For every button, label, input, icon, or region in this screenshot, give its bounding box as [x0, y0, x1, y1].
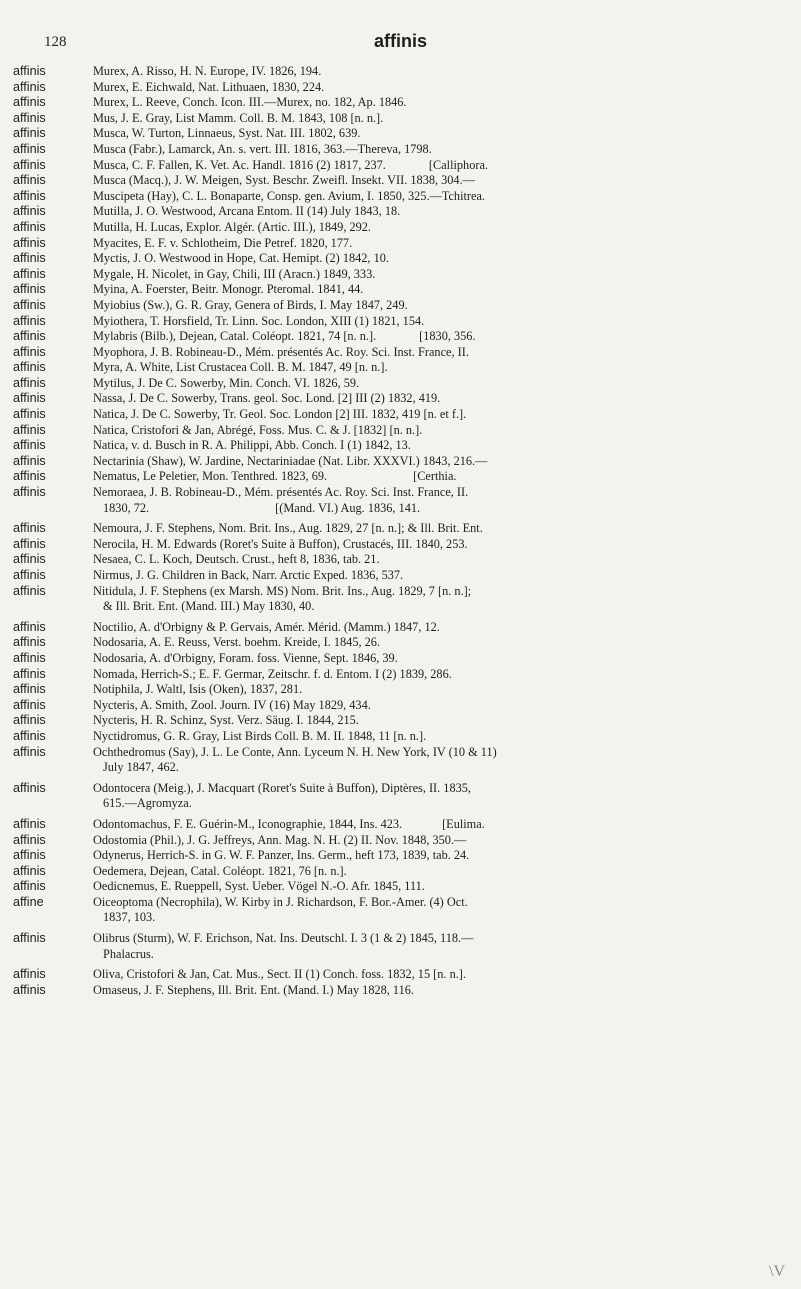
citation-line: Nodosaria, A. d'Orbigny, Foram. foss. Vienne, Sept. 1846, 39. [93, 650, 398, 665]
entry-citation [93, 407, 783, 423]
entry-term: affinis [13, 173, 46, 188]
citation-line: Natica, Cristofori & Jan, Abrégé, Foss. Mus. C. & J. [1832] [n. n.]. [93, 422, 423, 437]
citation-line: Murex, A. Risso, H. N. Europe, IV. 1826, 194. [93, 64, 322, 78]
entry-term: affinis [13, 713, 46, 728]
entry-citation [93, 126, 783, 142]
entry-term: affinis [13, 619, 46, 634]
citation-continuation-line: & Ill. Brit. Ent. (Mand. III.) May 1830, 40. [103, 599, 315, 614]
citation-line: Oedicnemus, E. Rueppell, Syst. Ueber. Vögel N.-O. Afr. 1845, 111. [93, 879, 425, 894]
citation-line: Nycteris, H. R. Schinz, Syst. Verz. Säug. I. 1844, 215. [93, 713, 359, 728]
entry-term: affinis [13, 235, 46, 250]
entry-term: affinis [13, 79, 46, 94]
citation-line: Mygale, H. Nicolet, in Gay, Chili, III (Aracn.) 1849, 333. [93, 266, 376, 281]
entry-term: affinis [13, 832, 46, 847]
entry-citation [93, 204, 783, 220]
page-number: 128 [44, 34, 67, 50]
entry-citation [93, 651, 783, 667]
index-entries [0, 64, 801, 998]
entry-citation [93, 568, 783, 584]
entry-citation [93, 745, 783, 776]
citation-line: Nodosaria, A. E. Reuss, Verst. boehm. Kreide, I. 1845, 26. [93, 635, 381, 650]
index-entry [0, 698, 801, 714]
entry-term: affinis [13, 375, 46, 390]
citation-line: Nemoura, J. F. Stephens, Nom. Brit. Ins., Aug. 1829, 27 [n. n.]; & Ill. Brit. Ent. [93, 521, 483, 536]
citation-line: Nectarinia (Shaw), W. Jardine, Nectariniadae (Nat. Libr. XXXVI.) 1843, 216.— [93, 453, 488, 468]
citation-line: Murex, E. Eichwald, Nat. Lithuaen, 1830, 224. [93, 79, 325, 94]
entry-term: affinis [13, 536, 46, 551]
index-entry [0, 781, 801, 812]
entry-citation [93, 931, 783, 962]
citation-line: Ochthedromus (Say), J. L. Le Conte, Ann. Lyceum N. H. New York, IV (10 & 11) [93, 744, 497, 759]
citation-line: Omaseus, J. F. Stephens, Ill. Brit. Ent. (Mand. I.) May 1828, 116. [93, 982, 414, 997]
entry-term: affinis [13, 297, 46, 312]
index-entry [0, 314, 801, 330]
entry-citation [93, 485, 783, 516]
entry-term: affinis [13, 931, 46, 946]
entry-term: affinis [13, 313, 46, 328]
entry-term: affinis [13, 469, 46, 484]
entry-term: affinis [13, 863, 46, 878]
index-entry [0, 967, 801, 983]
index-entry [0, 537, 801, 553]
index-entry [0, 407, 801, 423]
entry-citation [93, 329, 783, 345]
entry-citation [93, 111, 783, 127]
entry-term: affinis [13, 251, 46, 266]
citation-continuation-line: 1837, 103. [103, 910, 156, 925]
index-entry [0, 251, 801, 267]
citation-line: Mytilus, J. De C. Sowerby, Min. Conch. VI. 1826, 59. [93, 375, 360, 390]
entry-citation [93, 236, 783, 252]
entry-term: affinis [13, 816, 46, 831]
citation-line: Musca, C. F. Fallen, K. Vet. Ac. Handl. 1816 (2) 1817, 237. [Calliphora. [93, 157, 488, 172]
citation-line: Oedemera, Dejean, Catal. Coléopt. 1821, 76 [n. n.]. [93, 863, 347, 878]
entry-citation [93, 620, 783, 636]
citation-line: Muscipeta (Hay), C. L. Bonaparte, Consp. gen. Avium, I. 1850, 325.—Tchitrea. [93, 188, 485, 203]
citation-line: Myctis, J. O. Westwood in Hope, Cat. Hemipt. (2) 1842, 10. [93, 251, 389, 266]
entry-citation [93, 521, 783, 537]
index-entry [0, 126, 801, 142]
index-entry [0, 931, 801, 962]
index-entry [0, 745, 801, 776]
entry-citation [93, 376, 783, 392]
entry-citation [93, 833, 783, 849]
index-entry [0, 552, 801, 568]
index-entry [0, 64, 801, 80]
entry-citation [93, 469, 783, 485]
index-entry [0, 469, 801, 485]
entry-term: affinis [13, 157, 46, 172]
citation-continuation-line: 615.—Agromyza. [103, 796, 192, 811]
citation-continuation-line: 1830, 72. [(Mand. VI.) Aug. 1836, 141. [103, 500, 421, 515]
index-entry [0, 267, 801, 283]
index-entry [0, 376, 801, 392]
index-entry [0, 220, 801, 236]
citation-line: Myacites, E. F. v. Schlotheim, Die Petref. 1820, 177. [93, 235, 353, 250]
citation-line: Myra, A. White, List Crustacea Coll. B. M. 1847, 49 [n. n.]. [93, 360, 388, 375]
citation-line: Nemoraea, J. B. Robineau-D., Mém. présentés Ac. Roy. Sci. Inst. France, II. [93, 485, 469, 500]
entry-term: affinis [13, 568, 46, 582]
entry-term: affinis [13, 344, 46, 359]
entry-citation [93, 95, 783, 111]
entry-citation [93, 713, 783, 729]
citation-line: Nassa, J. De C. Sowerby, Trans. geol. Soc. Lond. [2] III (2) 1832, 419. [93, 391, 441, 406]
citation-line: Natica, v. d. Busch in R. A. Philippi, Abb. Conch. I (1) 1842, 13. [93, 438, 411, 453]
citation-line: Musca, W. Turton, Linnaeus, Syst. Nat. III. 1802, 639. [93, 126, 361, 141]
index-entry [0, 173, 801, 189]
entry-term: affinis [13, 552, 46, 567]
entry-term: affinis [13, 485, 46, 500]
index-entry [0, 848, 801, 864]
index-entry [0, 423, 801, 439]
entry-citation [93, 314, 783, 330]
entry-citation [93, 983, 783, 999]
index-entry [0, 635, 801, 651]
entry-citation [93, 345, 783, 361]
citation-line: Noctilio, A. d'Orbigny & P. Gervais, Amér. Mérid. (Mamm.) 1847, 12. [93, 619, 440, 634]
entry-citation [93, 537, 783, 553]
citation-line: Nyctidromus, G. R. Gray, List Birds Coll. B. M. II. 1848, 11 [n. n.]. [93, 728, 427, 743]
entry-citation [93, 220, 783, 236]
index-entry [0, 651, 801, 667]
index-entry [0, 345, 801, 361]
citation-line: Myiobius (Sw.), G. R. Gray, Genera of Birds, I. May 1847, 249. [93, 297, 408, 312]
entry-term: affinis [13, 438, 46, 453]
entry-term: affinis [13, 650, 46, 665]
entry-term: affinis [13, 141, 46, 156]
entry-citation [93, 298, 783, 314]
entry-citation [93, 864, 783, 880]
index-entry [0, 438, 801, 454]
citation-line: Odynerus, Herrich-S. in G. W. F. Panzer, Ins. Germ., heft 173, 1839, tab. 24. [93, 848, 470, 863]
index-entry [0, 667, 801, 683]
entry-citation [93, 879, 783, 895]
corner-mark: \V [769, 1263, 785, 1280]
index-entry [0, 879, 801, 895]
index-entry [0, 454, 801, 470]
citation-line: Mutilla, J. O. Westwood, Arcana Entom. II (14) July 1843, 18. [93, 204, 401, 219]
entry-term: affinis [13, 583, 46, 598]
entry-citation [93, 895, 783, 926]
index-entry [0, 329, 801, 345]
entry-term: affinis [13, 848, 46, 863]
citation-line: Natica, J. De C. Sowerby, Tr. Geol. Soc. London [2] III. 1832, 419 [n. et f.]. [93, 407, 467, 422]
citation-line: Mus, J. E. Gray, List Mamm. Coll. B. M. 1843, 108 [n. n.]. [93, 110, 384, 125]
index-entry [0, 298, 801, 314]
entry-citation [93, 158, 783, 174]
entry-term: affinis [13, 697, 46, 712]
index-entry [0, 729, 801, 745]
index-entry [0, 80, 801, 96]
citation-line: Nomada, Herrich-S.; E. F. Germar, Zeitschr. f. d. Entom. I (2) 1839, 286. [93, 666, 452, 681]
citation-line: Odontocera (Meig.), J. Macquart (Roret's Suite à Buffon), Diptères, II. 1835, [93, 780, 471, 795]
citation-line: Odostomia (Phil.), J. G. Jeffreys, Ann. Mag. N. H. (2) II. Nov. 1848, 350.— [93, 832, 467, 847]
citation-line: Olibrus (Sturm), W. F. Erichson, Nat. Ins. Deutschl. I. 3 (1 & 2) 1845, 118.— [93, 931, 474, 946]
entry-term: affinis [13, 666, 46, 681]
index-entry [0, 620, 801, 636]
citation-line: Musca (Fabr.), Lamarck, An. s. vert. III. 1816, 363.—Thereva, 1798. [93, 141, 432, 156]
citation-line: Murex, L. Reeve, Conch. Icon. III.—Murex, no. 182, Ap. 1846. [93, 95, 407, 110]
entry-term: affinis [13, 682, 46, 697]
entry-term: affinis [13, 744, 46, 759]
citation-continuation-line: Phalacrus. [103, 946, 154, 961]
index-entry [0, 833, 801, 849]
index-entry [0, 360, 801, 376]
citation-line: Myiothera, T. Horsfield, Tr. Linn. Soc. London, XIII (1) 1821, 154. [93, 313, 425, 328]
entry-citation [93, 80, 783, 96]
citation-continuation-line: July 1847, 462. [103, 760, 179, 775]
index-entry [0, 713, 801, 729]
citation-line: Oliva, Cristofori & Jan, Cat. Mus., Sect. II (1) Conch. foss. 1832, 15 [n. n.]. [93, 967, 466, 982]
index-entry [0, 584, 801, 615]
entry-citation [93, 967, 783, 983]
index-entry [0, 142, 801, 158]
entry-citation [93, 64, 783, 80]
entry-citation [93, 729, 783, 745]
entry-citation [93, 142, 783, 158]
entry-term: affinis [13, 126, 46, 141]
citation-line: Myophora, J. B. Robineau-D., Mém. présentés Ac. Roy. Sci. Inst. France, II. [93, 344, 469, 359]
entry-citation [93, 584, 783, 615]
index-entry [0, 485, 801, 516]
entry-term: affinis [13, 95, 46, 110]
entry-citation [93, 454, 783, 470]
citation-line: Nirmus, J. G. Children in Back, Narr. Arctic Exped. 1836, 537. [93, 568, 404, 582]
entry-term: affinis [13, 982, 46, 997]
entry-citation [93, 251, 783, 267]
entry-citation [93, 391, 783, 407]
entry-term: affinis [13, 391, 46, 406]
entry-citation [93, 423, 783, 439]
entry-term: affine [13, 894, 44, 909]
entry-citation [93, 282, 783, 298]
entry-citation [93, 552, 783, 568]
entry-citation [93, 635, 783, 651]
entry-term: affinis [13, 64, 46, 78]
index-entry [0, 391, 801, 407]
citation-line: Oiceoptoma (Necrophila), W. Kirby in J. Richardson, F. Bor.-Amer. (4) Oct. [93, 894, 468, 909]
index-entry [0, 568, 801, 584]
index-entry [0, 983, 801, 999]
entry-term: affinis [13, 282, 46, 297]
index-entry [0, 282, 801, 298]
index-entry [0, 189, 801, 205]
entry-citation [93, 848, 783, 864]
index-entry [0, 158, 801, 174]
entry-term: affinis [13, 219, 46, 234]
entry-citation [93, 438, 783, 454]
index-entry [0, 111, 801, 127]
entry-term: affinis [13, 266, 46, 281]
entry-term: affinis [13, 204, 46, 219]
citation-line: Mylabris (Bilb.), Dejean, Catal. Coléopt. 1821, 74 [n. n.]. [1830, 356. [93, 329, 476, 344]
entry-term: affinis [13, 635, 46, 650]
entry-citation [93, 189, 783, 205]
entry-term: affinis [13, 780, 46, 795]
entry-term: affinis [13, 110, 46, 125]
entry-term: affinis [13, 521, 46, 536]
entry-citation [93, 173, 783, 189]
entry-term: affinis [13, 879, 46, 894]
index-entry [0, 895, 801, 926]
entry-term: affinis [13, 453, 46, 468]
entry-term: affinis [13, 967, 46, 982]
entry-term: affinis [13, 329, 46, 344]
citation-line: Nematus, Le Peletier, Mon. Tenthred. 1823, 69. [Certhia. [93, 469, 457, 484]
entry-citation [93, 267, 783, 283]
entry-citation [93, 682, 783, 698]
index-entry [0, 521, 801, 537]
index-entry [0, 682, 801, 698]
index-entry [0, 236, 801, 252]
citation-line: Mutilla, H. Lucas, Explor. Algér. (Artic. III.), 1849, 292. [93, 219, 371, 234]
index-entry [0, 95, 801, 111]
entry-term: affinis [13, 422, 46, 437]
citation-line: Nesaea, C. L. Koch, Deutsch. Crust., heft 8, 1836, tab. 21. [93, 552, 380, 567]
citation-line: Nerocila, H. M. Edwards (Roret's Suite à Buffon), Crustacés, III. 1840, 253. [93, 536, 468, 551]
entry-citation [93, 360, 783, 376]
entry-citation [93, 698, 783, 714]
citation-line: Odontomachus, F. E. Guérin-M., Iconographie, 1844, Ins. 423. [Eulima. [93, 816, 485, 831]
running-head: affinis [373, 31, 427, 51]
index-entry [0, 817, 801, 833]
index-entry [0, 204, 801, 220]
entry-citation [93, 667, 783, 683]
entry-term: affinis [13, 728, 46, 743]
citation-line: Notiphila, J. Waltl, Isis (Oken), 1837, 281. [93, 682, 303, 697]
entry-citation [93, 781, 783, 812]
entry-citation [93, 817, 783, 833]
citation-line: Nitidula, J. F. Stephens (ex Marsh. MS) Nom. Brit. Ins., Aug. 1829, 7 [n. n.]; [93, 583, 472, 598]
entry-term: affinis [13, 188, 46, 203]
citation-line: Myina, A. Foerster, Beitr. Monogr. Pteromal. 1841, 44. [93, 282, 364, 297]
entry-term: affinis [13, 360, 46, 375]
entry-term: affinis [13, 407, 46, 422]
citation-line: Nycteris, A. Smith, Zool. Journ. IV (16) May 1829, 434. [93, 697, 371, 712]
index-entry [0, 864, 801, 880]
citation-line: Musca (Macq.), J. W. Meigen, Syst. Beschr. Zweifl. Insekt. VII. 1838, 304.— [93, 173, 475, 188]
